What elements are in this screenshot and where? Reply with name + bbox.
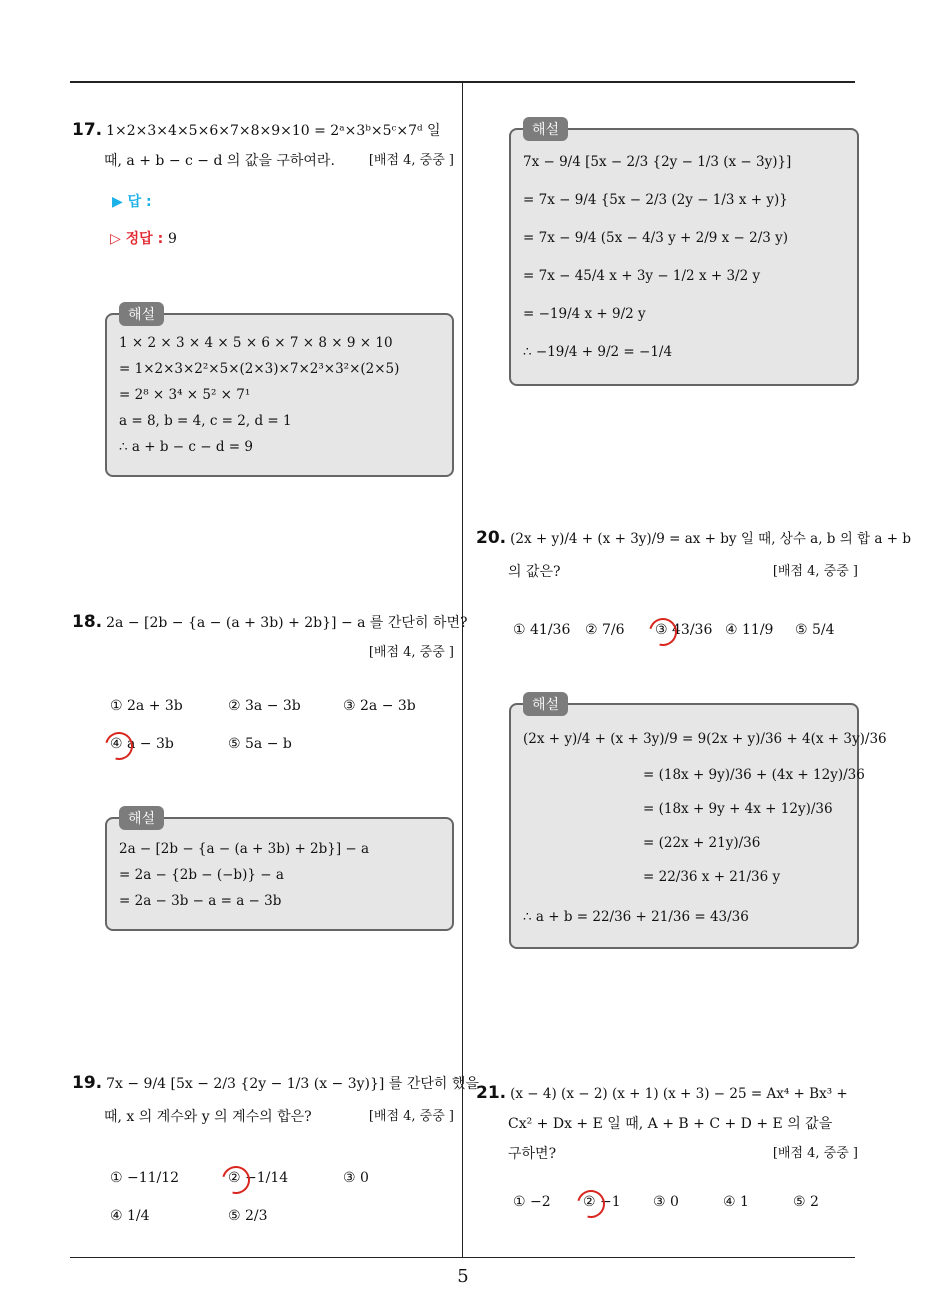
solution-box-20 bbox=[509, 697, 887, 949]
solution-line: = 2a − {2b − (−b)} − a bbox=[119, 867, 284, 883]
option-1[interactable]: ① −2 bbox=[513, 1194, 551, 1210]
question-number: 18. bbox=[72, 612, 103, 632]
solution-line: = −19/4 x + 9/2 y bbox=[523, 306, 646, 322]
question-21 bbox=[476, 1078, 858, 1169]
solution-line: 7x − 9/4 [5x − 2/3 {2y − 1/3 (x − 3y)}] bbox=[523, 154, 792, 170]
solution-tab: 해설 bbox=[523, 692, 568, 716]
selected-mark-circle bbox=[217, 1161, 255, 1199]
question-text: 의 값은? bbox=[508, 564, 561, 580]
solution-box-17 bbox=[105, 307, 454, 477]
option-2[interactable]: ② −1/14 bbox=[228, 1170, 289, 1186]
option-5[interactable]: ⑤ 5a − b bbox=[228, 736, 292, 752]
option-4[interactable]: ④ 11/9 bbox=[725, 622, 774, 638]
solution-line: = (18x + 9y + 4x + 12y)/36 bbox=[643, 801, 833, 817]
solution-line: a = 8, b = 4, c = 2, d = 1 bbox=[119, 413, 292, 429]
option-5[interactable]: ⑤ 5/4 bbox=[795, 622, 835, 638]
question-text: 7x − 9/4 [5x − 2/3 {2y − 1/3 (x − 3y)}] 를 간단히 했을 bbox=[106, 1076, 479, 1092]
correct-answer bbox=[110, 228, 177, 248]
solution-line: = (18x + 9y)/36 + (4x + 12y)/36 bbox=[643, 767, 865, 783]
solution-line: = 7x − 9/4 (5x − 4/3 y + 2/9 x − 2/3 y) bbox=[523, 230, 789, 246]
option-3[interactable]: ③ 0 bbox=[653, 1194, 679, 1210]
bottom-rule bbox=[70, 1257, 855, 1258]
question-text: 2a − [2b − {a − (a + 3b) + 2b}] − a 를 간단히 하면? bbox=[106, 615, 468, 631]
solution-tab: 해설 bbox=[119, 302, 164, 326]
score-label: [배점 4, 중중 ] bbox=[772, 564, 858, 579]
page-number: 5 bbox=[457, 1266, 469, 1287]
question-20 bbox=[476, 520, 911, 587]
score-label: [배점 4, 중중 ] bbox=[368, 645, 454, 660]
option-5[interactable]: ⑤ 2 bbox=[793, 1194, 819, 1210]
question-text: (2x + y)/4 + (x + 3y)/9 = ax + by 일 때, 상수 a, b 의 합 a + b bbox=[510, 531, 911, 547]
solution-line: ∴ a + b − c − d = 9 bbox=[119, 439, 253, 455]
option-1[interactable]: ① 41/36 bbox=[513, 622, 571, 638]
solution-line: 2a − [2b − {a − (a + 3b) + 2b}] − a bbox=[119, 841, 370, 857]
solution-line: 1 × 2 × 3 × 4 × 5 × 6 × 7 × 8 × 9 × 10 bbox=[119, 335, 393, 351]
option-4[interactable]: ④ a − 3b bbox=[110, 736, 174, 752]
question-number: 20. bbox=[476, 528, 507, 548]
solution-line: = 2⁸ × 3⁴ × 5² × 7¹ bbox=[119, 387, 251, 403]
solution-line: (2x + y)/4 + (x + 3y)/9 = 9(2x + y)/36 + 4(x + 3y)/36 bbox=[523, 731, 887, 747]
option-1[interactable]: ① 2a + 3b bbox=[110, 698, 183, 714]
option-3[interactable]: ③ 2a − 3b bbox=[343, 698, 416, 714]
solution-line: ∴ −19/4 + 9/2 = −1/4 bbox=[523, 344, 673, 360]
question-number: 21. bbox=[476, 1083, 507, 1103]
solution-line: = 7x − 45/4 x + 3y − 1/2 x + 3/2 y bbox=[523, 268, 761, 284]
question-number: 17. bbox=[72, 120, 103, 140]
answer-label: ▶ 답 : bbox=[112, 194, 152, 210]
question-number: 19. bbox=[72, 1073, 103, 1093]
option-2[interactable]: ② −1 bbox=[583, 1194, 621, 1210]
question-text: 때, a + b − c − d 의 값을 구하여라. bbox=[104, 153, 335, 169]
solution-line: ∴ a + b = 22/36 + 21/36 = 43/36 bbox=[523, 909, 749, 925]
solution-line: = (22x + 21y)/36 bbox=[643, 835, 761, 851]
question-text: Cx² + Dx + E 일 때, A + B + C + D + E 의 값을 bbox=[508, 1116, 833, 1132]
solution-line: = 2a − 3b − a = a − 3b bbox=[119, 893, 282, 909]
score-label: [배점 4, 중중 ] bbox=[368, 153, 454, 168]
solution-line: = 1×2×3×2²×5×(2×3)×7×2³×3²×(2×5) bbox=[119, 361, 400, 377]
selected-mark-circle bbox=[100, 727, 138, 765]
option-3[interactable]: ③ 0 bbox=[343, 1170, 369, 1186]
solution-box-18 bbox=[105, 811, 454, 931]
question-text: 때, x 의 계수와 y 의 계수의 합은? bbox=[104, 1109, 312, 1125]
solution-line: = 7x − 9/4 {5x − 2/3 (2y − 1/3 x + y)} bbox=[523, 192, 788, 208]
correct-value: 9 bbox=[168, 231, 177, 247]
option-2[interactable]: ② 3a − 3b bbox=[228, 698, 301, 714]
question-text: (x − 4) (x − 2) (x + 1) (x + 3) − 25 = Ax⁴ + Bx³ + bbox=[510, 1086, 848, 1102]
selected-mark-circle bbox=[572, 1185, 610, 1223]
solution-box-19 bbox=[509, 122, 859, 386]
option-1[interactable]: ① −11/12 bbox=[110, 1170, 180, 1186]
score-label: [배점 4, 중중 ] bbox=[368, 1109, 454, 1124]
question-19 bbox=[72, 1065, 479, 1132]
correct-label: ▷ 정답 : bbox=[110, 231, 164, 247]
solution-tab: 해설 bbox=[523, 117, 568, 141]
option-2[interactable]: ② 7/6 bbox=[585, 622, 625, 638]
option-5[interactable]: ⑤ 2/3 bbox=[228, 1208, 268, 1224]
option-4[interactable]: ④ 1/4 bbox=[110, 1208, 150, 1224]
question-text: 1×2×3×4×5×6×7×8×9×10 = 2ᵃ×3ᵇ×5ᶜ×7ᵈ 일 bbox=[106, 123, 441, 139]
question-text: 구하면? bbox=[508, 1146, 557, 1162]
question-18 bbox=[72, 607, 468, 662]
solution-line: = 22/36 x + 21/36 y bbox=[643, 869, 781, 885]
solution-tab: 해설 bbox=[119, 806, 164, 830]
option-3[interactable]: ③ 43/36 bbox=[655, 622, 713, 638]
selected-mark-circle bbox=[644, 613, 682, 651]
question-17 bbox=[72, 115, 454, 176]
score-label: [배점 4, 중중 ] bbox=[772, 1146, 858, 1161]
option-4[interactable]: ④ 1 bbox=[723, 1194, 749, 1210]
